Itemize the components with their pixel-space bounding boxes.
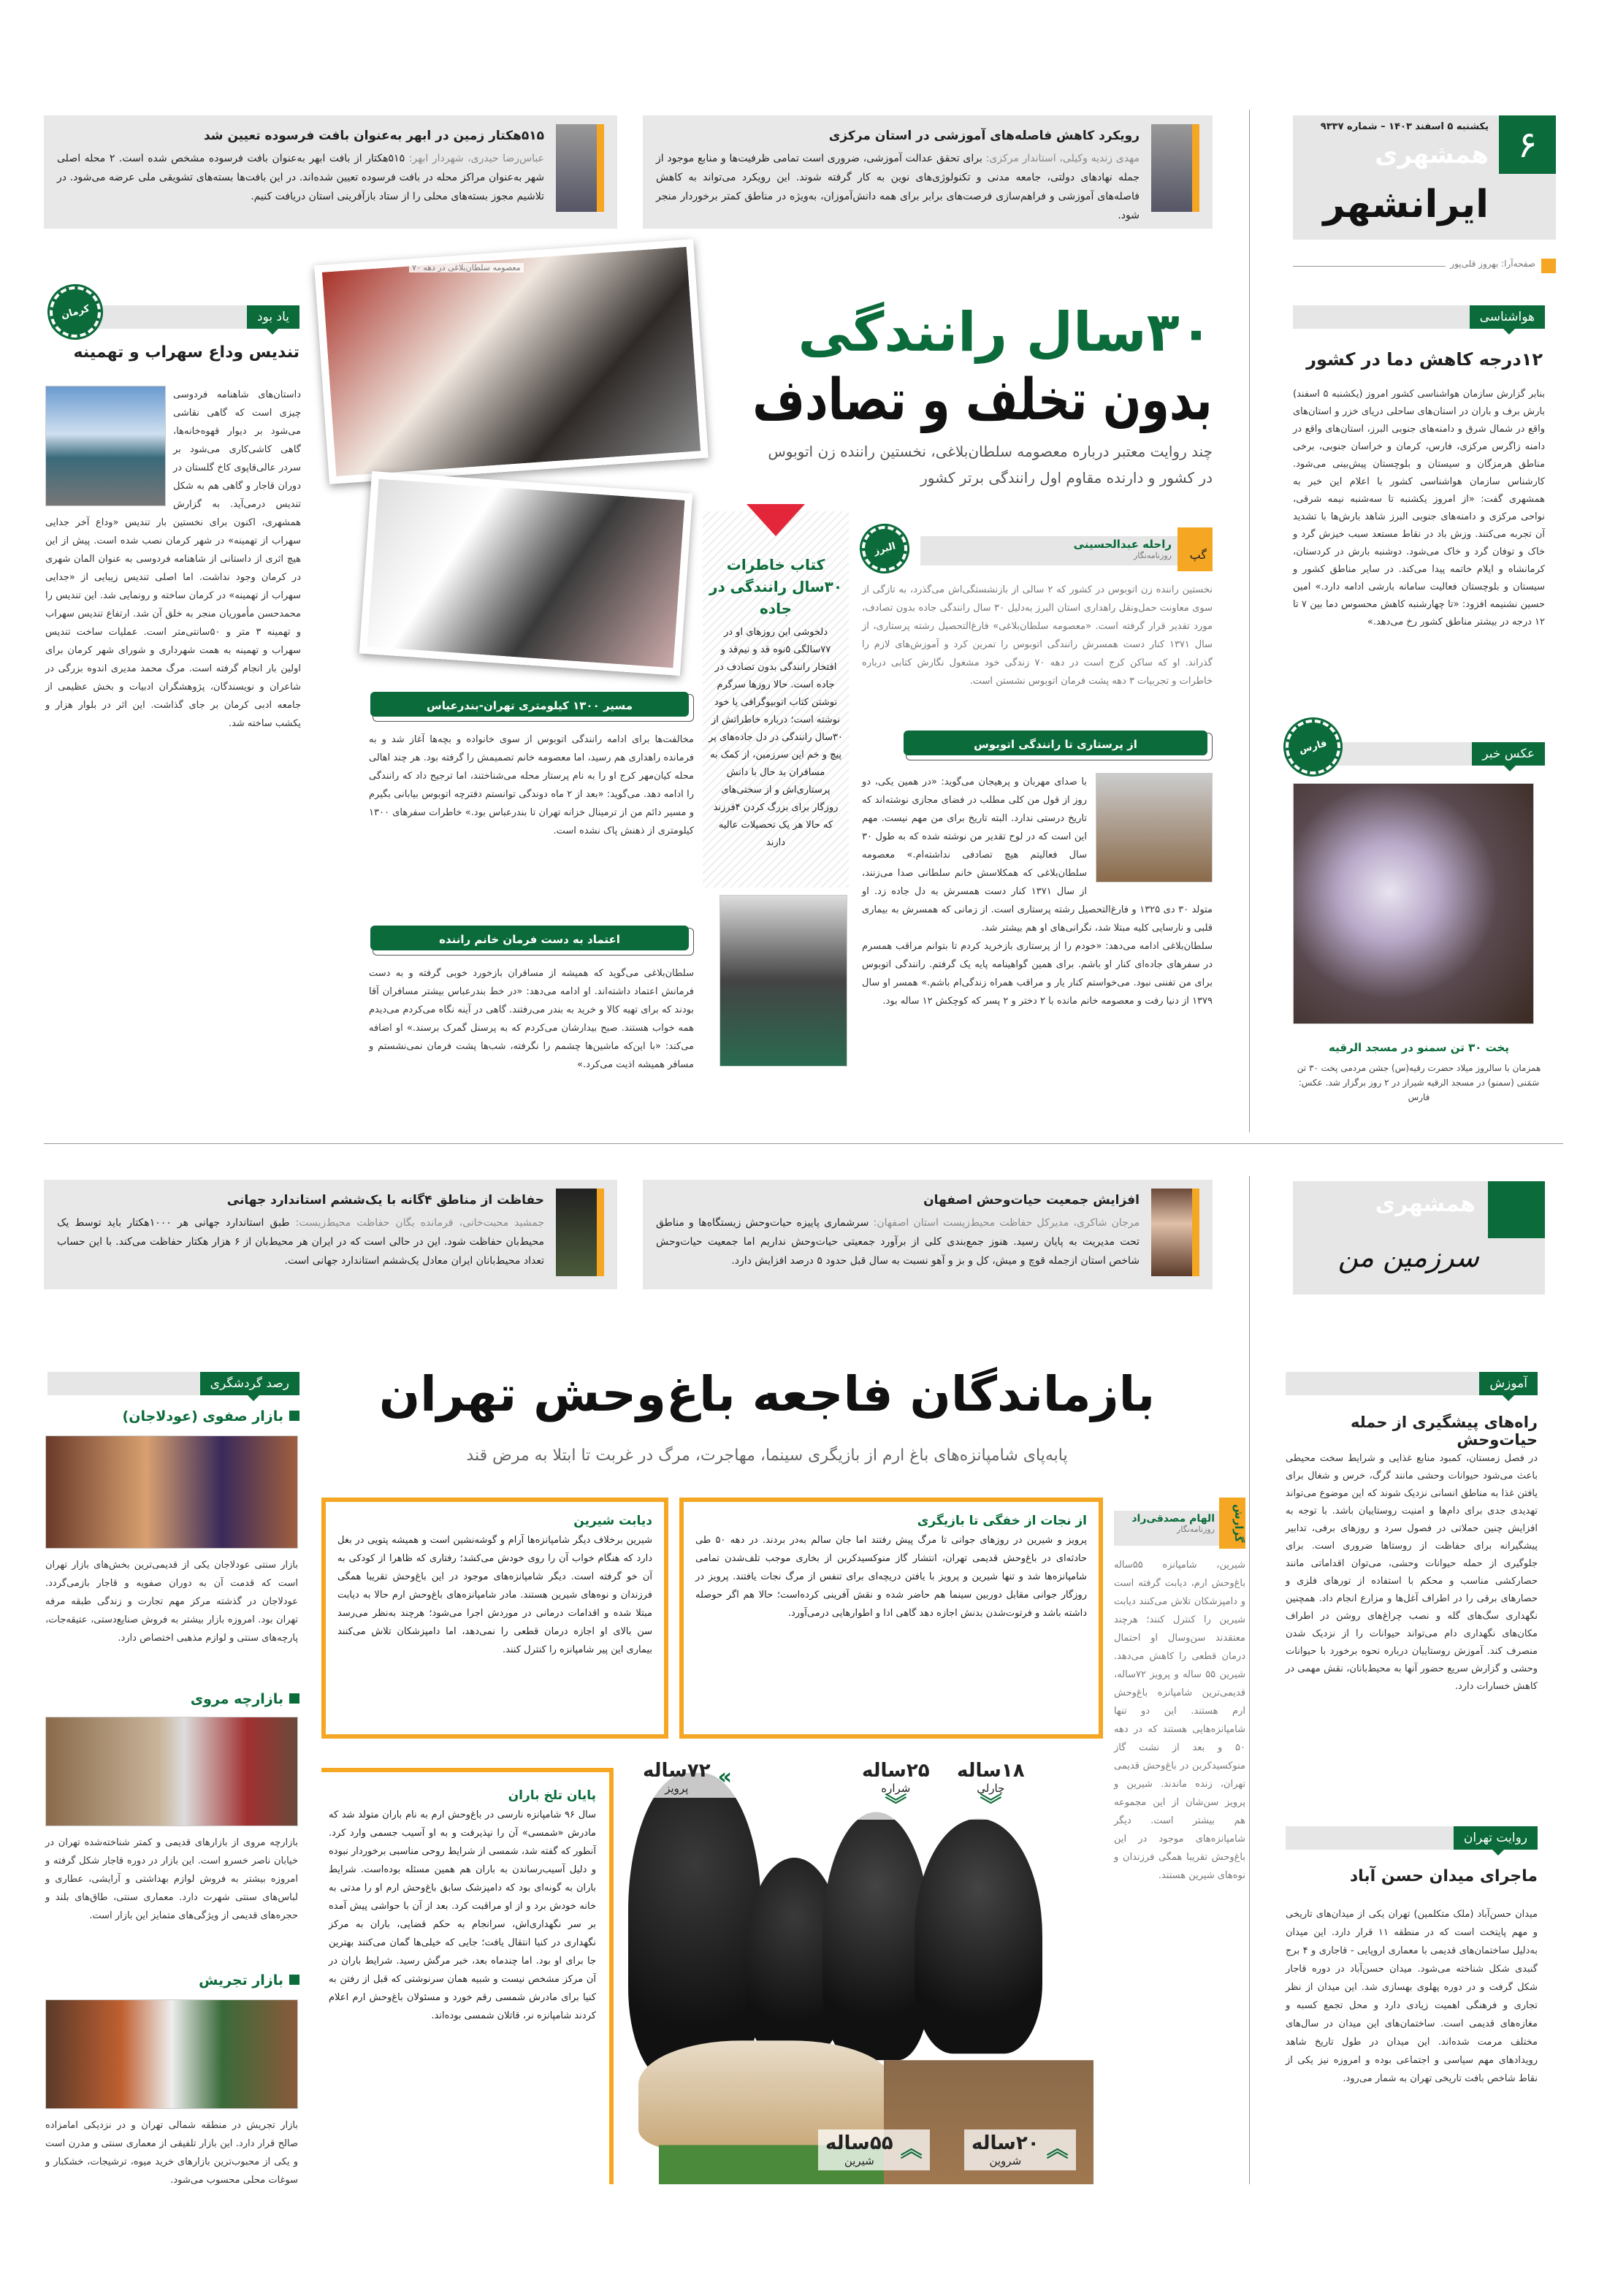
zoo-byline: گزارش الهام مصدقی‌راد روزنامه‌نگار: [1114, 1498, 1245, 1549]
byline: گپ راحله عبدالحسینی روزنامه‌نگار البرز: [862, 527, 1213, 571]
book-box: کتاب خاطرات ۳۰سال رانندگی در جاده دلخوشی این روزهای او در ۷۷سالگی ۵نوه قد و نیم‌قد و افتخار رانندگی بدون تصادف در جاده است. حالا روزها سرگرم نوشتن کتاب اتوبیوگرافی یا خود نوشته است؛ درباره خاطراتش از ۳۰سال رانندگی در دل جاده‌های پر پیچ و خم این سرزمین، از کمک به مسافران بد حال با دانش پرستاری‌اش و از سختی‌های روزگار برای بزرگ کردن ۴فرزند که حالا هر یک تحصیلات عالیه دارند: [703, 511, 849, 888]
age-label-shervin: ︽ ۲۰ساله شروین: [964, 2129, 1076, 2170]
education-section-bar: آموزش: [1286, 1372, 1538, 1395]
quote-text: مهدی زندیه وکیلی، استاندار مرکزی: برای تحقق عدالت آموزشی، ضروری است تمامی ظرفیت‌ها و منابع موجود از جمله نهادهای دولتی، جامعه مدنی و تکنولوژی‌های نوین به کار گرفته شوند. این رویکرد می‌تواند به کاهش فاصله‌های آموزشی و فراهم‌سازی فرصت‌های برابر برای همه دانش‌آموزان، به‌ویژه در مناطق کمتر برخوردار منجر شود.: [656, 153, 1140, 221]
dotted-arrow-icon: [747, 504, 805, 536]
photo-news-section-bar: عکس خبر: [1293, 742, 1545, 766]
bus-driver-photo: [314, 239, 709, 484]
half-divider: [44, 1143, 1563, 1144]
memorial-headline: تندیس وداع سهراب و تهمینه: [73, 343, 299, 362]
chevron-up-icon: ︽: [1046, 2137, 1069, 2162]
quote-box: [643, 1180, 1213, 1289]
chevron-down-icon: ︾: [885, 1793, 907, 1818]
chevron-right-icon: »: [717, 1764, 733, 1790]
weather-body: بنابر گزارش سازمان هواشناسی کشور امروز (یکشنبه ۵ اسفند) بارش برف و باران در استان‌های ساحلی دریای خزر و استان‌های واقع در شمال شرق و دامنه‌های جنوبی البرز، استان‌های واقع در دامنه زاگرس مرکزی، فارس، کرمان و خراسان جنوبی، برخی مناطق هرمزگان و سیستان و بلوچستان پیش‌بینی می‌شود. کارشناس سازمان هواشناسی کشور با اعلام این خبر به همشهری گفت: «از امروز یکشنبه تا سه‌شنبه نیمه شرقی، نواحی مرکزی و دامنه‌های جنوبی البرز شاهد بارش‌ها با تشدید آن تجربه می‌کنند. وزش باد در نقاط مستعد سبب خیزش گرد و خاک و توفان گرد و خاک می‌شود. دوشنبه بارش در کردستان، کرمانشاه و ایلام خاتمه پیدا می‌کند. در سایر مناطق کشور و سیستان و بلوچستان فعالیت سامانه بارشی ادامه دارد.» امین حسین نشنیمه افزود: «تا چهارشنبه کاهش محسوس دما بین ۷ تا ۱۲ درجه در بیشتر مناطق کشور رخ می‌دهد.»: [1293, 389, 1545, 628]
weather-headline: ۱۲درجه کاهش دما در کشور: [1306, 349, 1543, 370]
bazaar-title: بازارچه مروی: [191, 1691, 299, 1707]
subhead-route: مسیر ۱۳۰۰ کیلومتری تهران-بندرعباس: [373, 694, 694, 722]
bazaar-title: بازار تجریش: [199, 1972, 299, 1988]
story-body-wrap: [862, 773, 1213, 1010]
chevron-up-icon: ︽: [900, 2137, 923, 2162]
quote-title: حفاظت از مناطق ۴گانه با یک‌ششم استاندارد جهانی: [226, 1193, 544, 1208]
bazaar-photo: [45, 1999, 298, 2109]
speaker-photo: [1151, 1189, 1199, 1276]
age-label-sharareh: ۲۵ساله شراره ︾: [855, 1757, 937, 1820]
issue-date: یکشنبه ۵ اسفند ۱۴۰۳ – شماره ۹۳۳۷: [1320, 121, 1489, 132]
memorial-wrap: [45, 386, 301, 733]
story-body-1: با صدای مهربان و پرهیجان می‌گوید: «در همین یکی، دو روز از قول من کلی مطلب در فضای مجازی نوشته‌اند که تاریخ درستی ندارد. البته تاریخ برای من مهم نیست. مهم این است که در لوح تقدیر من نوشته شده که به طول ۳۰ سال فعالیتم هیچ تصادفی نداشته‌ام.» معصومه سلطان‌بلاغی که همکلاسش خانم سلطانی صدا می‌زنند، از سال ۱۳۷۱ کنار دست همسرش به دل جاده زد. او متولد ۳۰ دی ۱۳۲۵ و فارغ‌التحصیل رشته پرستاری است. از زمانی که همسرش به بیماری قلبی و نارسایی کلیه مبتلا شد، نگرانی‌های او هم بیشتر شد.: [862, 777, 1213, 934]
box-baran-ending: پایان تلخ باران سال ۹۶ شامپانزه نارسی در باغ‌وحش ارم به نام باران متولد شد که مادرش «شمسی» آن را نپذیرفت و به او آسیب جسمی وارد کرد. آنطور که گفته شد، شمسی از شرایط روحی مناسبی برخوردار نبوده و دلیل آسیب‌رساندن به باران هم همین مسئله بوده‌است. شرایط باران به گونه‌ای بود که دامپزشک سابق باغ‌وحش ارم او را مدتی به خانه خودش برد و از او مراقبت کرد. بعد از آن با حواشی پیش آمده بر سر نگهداری‌اش، سرانجام به حکم قضایی، باران به مرکز نگهداری در کنیا انتقال یافت؛ جایی که خیلی‌ها گمان می‌کنند بهترین جا برای او بود. اما چندماه بعد، خبر مرگش رسید. شرایط باران در آن مرکز مشخص نیست و شبیه همان سرنوشتی که قبل از رفتن به کنیا برای مادرش شمسی رقم خورد و مسئولان باغ‌وحش ارم اعلام کردند شامپانزه نر، قاتلان شمسی بوده‌اند.: [321, 1768, 614, 2184]
designer-credit: صفحه‌آرا: بهروز قلی‌پور: [1293, 257, 1556, 273]
column-divider: [1249, 110, 1250, 1132]
weather-section-bar: هواشناسی: [1293, 305, 1545, 329]
quote-title: افزایش جمعیت حیات‌وحش اصفهان: [923, 1193, 1140, 1208]
bazaar-text: بازار تجریش در منطقه شمالی تهران و در نزدیکی امامزاده صالح قرار دارد. این بازار تلفیقی از معماری سنتی و مدرن است و یکی از محبوب‌ترین بازارهای خرید میوه، ترشیجات، خشکبار و سوغات محلی محسوب می‌شود.: [45, 2120, 298, 2186]
quote-box: [643, 115, 1213, 229]
quote-text: عباس‌رضا حیدری، شهردار ابهر: ۵۱۵هکتار از بافت ابهر به‌عنوان بافت فرسوده مشخص شده است. ۲ محله اصلی شهر به‌عنوان مراکز محله در بافت فرسوده تعیین شده‌اند. در این بافت‌ها بسته‌های تشویقی ملی عرضه می‌شود. در تلاشیم مجوز بسته‌های محلی را از ستاد بازآفرینی استان دریافت کنیم.: [57, 153, 544, 202]
tehran-body: میدان حسن‌آباد (ملک متکلمین) تهران یکی از میدان‌های تاریخی و مهم پایتخت است که در منطقه ۱۱ قرار دارد. این میدان به‌دلیل ساختمان‌های قدیمی با معماری اروپایی - قاجاری و ۴ برج گنبدی شکل شناخته می‌شود. میدان حسن‌آباد در دوره قاجار شکل گرفت و در دوره پهلوی بهسازی شد. این میدان از نظر تجاری و فرهنگی اهمیت زیادی دارد و محل تجمع کسبه و مغازه‌های قدیمی است. ساختمان‌های این میدان در سال‌های مختلف مرمت شده‌اند. این میدان در طول تاریخ شاهد رویدادهای مهم سیاسی و اجتماعی بوده و امروزه نیز یکی از نقاط شاخص بافت تاریخی تهران به شمار می‌رود.: [1286, 1909, 1538, 2084]
story-intro: نخستین راننده زن اتوبوس در کشور که ۲ سالی از بازنشستگی‌اش می‌گذرد، به تازگی از سوی معاونت حمل‌ونقل راهداری استان البرز به‌دلیل ۳۰ سال رانندگی جاده بدون تصادف، مورد تقدیر قرار گرفته است. «معصومه سلطان‌بلاغی» فارغ‌التحصیل رشته پرستاری، از سال ۱۳۷۱ کنار دست همسرش رانندگی اتوبوس را تمرین کرد و آموزش‌های لازم را گذراند. او که ساکن کرج است در دهه ۷۰ زندگی خود مشغول نگارش کتابی درباره خاطرات و تجربیات ۳ دهه پشت فرمان اتوبوس نشستن است.: [862, 584, 1213, 687]
story-body-4: سلطان‌بلاغی می‌گوید که همیشه از مسافران بازخورد خوبی گرفته و به دست فرمانش اعتماد داشته‌اند. او ادامه می‌دهد: «در خط بندرعباس بیشتر مسافران آقا بودند که برای تهیه کالا و خرید به بندر می‌رفتند. گاهی در آینه نگاه می‌کردم می‌دیدم همه خواب هستند. صبح بیدارشان می‌کردم که به پرسنل گمرک برسند.» او اضافه می‌کند: «با این‌که ماشین‌ها چشمم را نگرفته، شب‌ها پشت فرمان نمی‌نشستم و مسافر همیشه اذیت می‌کرد.»: [369, 968, 694, 1070]
education-headline: راه‌های پیشگیری از حمله حیات‌وحش: [1350, 1414, 1538, 1449]
quote-box: [44, 115, 617, 229]
chevron-down-icon: ︾: [980, 1793, 1002, 1818]
story-body-3: مخالفت‌ها برای ادامه رانندگی اتوبوس از سوی خانواده و بچه‌ها آغاز شد و به فرمانده راهداری هم رسید، اما معصومه خانم تصمیمش را گرفته بود. هر چند اهالی محله کیان‌مهر کرج او را به نام پرستار محله می‌شناختند، اما ترجیح داد که رانندگی را ادامه دهد. می‌گوید: «بعد از ۲ ماه دوندگی توانستم دفترچه اتوبوس بیابانی بگیرم و مسیر دائم من از ترمینال خزانه تهران تا بندرعباس بود.» خاطرات سفرهای ۱۳۰۰ کیلومتری از ذهنش پاک نشده است.: [369, 734, 694, 836]
section-title: ایرانشهر: [1323, 183, 1489, 226]
quote-text: مرجان شاکری، مدیرکل حفاظت محیط‌زیست استان اصفهان: سرشماری پاییزه حیات‌وحش زیستگاه‌ها و مناطق تحت مدیریت به پایان رسید. هنوز جمع‌بندی کلی از برآورد جمعیتی حیات‌وحش نداریم اما جمعیت حیات‌وحش شاخص استان ازجمله قوچ و میش، کل و بز و آهو نسبت به سال قبل حدود ۵ درصد افزایش دارد.: [656, 1217, 1140, 1267]
page-number: ۶: [1499, 115, 1556, 174]
quote-title: رویکرد کاهش فاصله‌های آموزشی در استان مرکزی: [828, 129, 1140, 143]
bazaar-text: بازار سنتی عودلاجان یکی از قدیمی‌ترین بخش‌های بازار تهران است که قدمت آن به دوران صفویه و قاجار بازمی‌گردد. عودلاجان در گذشته مرکز مهم تجارت و زندگی طبقه مرفه تهران بود. امروزه بازار بیشتر به فروش صنایع‌دستی، عتیقه‌جات، پارچه‌های سنتی و لوازم مذهبی اختصاص دارد.: [45, 1560, 298, 1644]
photo-news-caption: همزمان با سالروز میلاد حضرت رقیه(س) جشن مردمی پخت ۳۰ تن سَمَنی (سمنو) در مسجد الرقیه شیراز در ۲ روز برگزار شد. عکس: فارس: [1297, 1063, 1541, 1102]
education-body: در فصل زمستان، کمبود منابع غذایی و شرایط سخت محیطی باعث می‌شود حیوانات وحشی مانند گرگ، خرس و شغال برای یافتن غذا به مناطق انسانی نزدیک شوند که این موضوع می‌تواند تهدیدی جدی برای دام‌ها و امنیت روستاییان باشد. با توجه به افزایش چنین حملاتی در فصول سرد و روزهای برفی، تدابیر پیشگیرانه برای حفاظت از روستاها ضروری است. برای جلوگیری از حمله حیوانات وحشی، می‌توان اقداماتی مانند حصارکشی مناسب و محکم با استفاده از تورهای فلزی و حصارهای برقی را در اطراف آغل‌ها و مزارع انجام داد. همچنین نگهداری سگ‌های گله و نصب چراغ‌های روشن در اطراف مکان‌های نگهداری دام می‌تواند حیوانات را از نزدیک شدن منصرف کند. آموزش روستاییان درباره نحوه برخورد با حیوانات وحشی و گزارش سریع حضور آنها به محیط‌بانان، نقش مهمی در کاهش خسارات دارد.: [1286, 1453, 1538, 1692]
samanu-cooking-photo: [1293, 783, 1534, 1024]
bazaar-title: بازار صفوی (عودلاجان): [123, 1408, 299, 1424]
subhead-trust: اعتماد به دست فرمان خانم راننده: [373, 928, 694, 956]
quote-text: جمشید محبت‌خانی، فرمانده یگان حفاظت محیط‌زیست: طبق استاندارد جهانی هر ۱۰۰۰هکتار باید توسط یک محیط‌بان حفاظت شود. این در حالی است که در ایران هر محیط‌بان از ۶ هزار هکتار حفاظت می‌کند. با این حساب تعداد محیط‌بانان ایران معادل یک‌ششم استاندارد جهانی است.: [57, 1217, 544, 1267]
tehran-section-bar: روایت تهران: [1286, 1826, 1538, 1850]
quote-title: ۵۱۵هکتار زمین در ابهر به‌عنوان بافت فرسوده تعیین شد: [203, 129, 544, 143]
driver-with-plaque-photo: [719, 895, 847, 1067]
box-rescue-to-acting: از نجات از خفگی تا بازیگری پرویز و شیرین در روزهای جوانی تا مرگ پیش رفتند اما جان سالم به‌در بردند. در دهه ۵۰ طی حادثه‌ای در باغ‌وحش قدیمی تهران، انتشار گاز منوکسیدکربن از بخاری موجب تلف‌شدن تمامی شامپانزه‌ها شد و تنها شیرین و پرویز با یافتن دریچه‌ای برای تنفس از مرگ نجات یافتند. پرویز در روزگار جوانی مقابل دوربین سینما هم حاضر شده و نقش آفرینی کرده‌است؛ حالا هم اگر حوصله داشته باشد و فرتوت‌شدن بدنش اجازه دهد گاهی ادا و اطوارهایی درمی‌آورد.: [679, 1498, 1103, 1739]
stamp-kerman: کرمان: [44, 281, 107, 343]
speaker-photo: [1151, 124, 1199, 212]
zoo-headline: بازماندگان فاجعه باغ‌وحش تهران: [378, 1366, 1156, 1422]
bazaar-photo: [45, 1435, 298, 1549]
driver-portrait: [1096, 773, 1213, 882]
quote-box: [44, 1180, 617, 1289]
age-label-shirin: ︽ ۵۵ساله شیرین: [818, 2129, 930, 2170]
age-label-charlie: ۱۸ساله چارلی ︾: [950, 1757, 1032, 1820]
stamp-fars: فارس: [1280, 714, 1347, 781]
sarzamin-man-logo: همشهری سرزمین من: [1293, 1181, 1545, 1294]
main-headline-line2: بدون تخلف و تصادف: [752, 367, 1213, 433]
main-headline-line1: ۳۰سال رانندگی: [798, 301, 1213, 364]
tourism-section-bar: رصد گردشگری: [47, 1372, 299, 1395]
bazaar-photo: [45, 1717, 298, 1826]
award-ceremony-photo: [359, 471, 692, 676]
memorial-section-bar: یاد بود: [51, 305, 299, 329]
stamp-alborz: البرز: [857, 521, 912, 576]
speaker-photo: [556, 124, 604, 212]
tehran-headline: ماجرای میدان حسن آباد: [1349, 1867, 1538, 1885]
memorial-body: داستان‌های شاهنامه فردوسی چیزی است که گاهی نقاشی می‌شود بر دیوار قهوه‌خانه‌ها، گاهی کاشی‌کاری می‌شود بر سردر عالی‌قاپوی کاخ گلستان در دوران قاجار و گاهی هم به شکل تندیس درمی‌آید. به گزارش همشهری، اکنون برای نخستین بار تندیس «وداع آخر جدایی سهراب از تهمینه» در شهر کرمان نصب شده است. پیش از این هیچ اثری از داستانی از شاهنامه فردوسی به عنوان المان شهری در کرمان وجود نداشت. اما اصلی تندیس زیبایی از «جدایی سهراب از تهمینه» در کرمان ساخته و رونمایی شد. این تندیس را محمدحسن مأموریان منجر به خلق آن شد. ارتفاع تندیس سهراب و تهمینه ۳ متر و ۵۰سانتی‌متر است. عملیات ساخت تندیس سهراب و تهمینه به همت شهرداری و شورای شهر کرمان برای اولین بار انجام گرفته است. مرگ محمد مدیری اندوه بزرگی در شاعران و نویسندگان، پژوهشگران ادبیات و بخش عظیمی از جامعه ادبی کرمان بر جای گذاشت. این اثر در بلوار هزار و یکشب ساخته شد.: [45, 389, 301, 729]
masthead: [1293, 115, 1556, 240]
box-shirin-diabetes: دیابت شیرین شیرین برخلاف دیگر شامپانزه‌ها آرام و گوشه‌نشین است و همیشه پتویی در بغل دارد که هنگام خواب آن را روی خودش می‌کشد؛ رفتاری که ظاهرا از کودکی به آن خو گرفته است. دیگر شامپانزه‌های موجود در این باغ‌وحش تقریبا همگی فرزندان و نوه‌های شیرین هستند. مادر شامپانزه‌های باغ‌وحش ارم حالا به دیابت مبتلا شده و اقدامات درمانی در موردش اجرا می‌شود؛ هرچند به‌نظر می‌رسد سن بالای او اجازه درمان قطعی را نمی‌دهد، اما دامپزشکان تلاش می‌کنند بیماری این پیر شامپانزه را کنترل کنند.: [321, 1498, 668, 1739]
photo-news-title: پخت ۳۰ تن سمنو در مسجد الرقیه: [1329, 1041, 1509, 1054]
zoo-intro: شیرین، شامپانزه ۵۵ساله باغ‌وحش ارم، دیابت گرفته است و دامپزشکان تلاش می‌کنند دیابت شیرین را کنترل کنند؛ هرچند معتقدند سن‌وسال او احتمال درمان قطعی را کاهش می‌دهد. شیرین ۵۵ ساله و پرویز ۷۲ساله، قدیمی‌ترین شامپانزه باغ‌وحش ارم هستند. این دو تنها شامپانزه‌هایی هستند که در دهه ۵۰ و بعد از نشت گاز منوکسیدکربن در باغ‌وحش قدیمی تهران، زنده ماندند. شیرین و پرویز سن‌شان از این مجموعه هم بیشتر است. دیگر شامپانزه‌های موجود در این باغ‌وحش تقریبا همگی فرزندان و نوه‌های شیرین هستند.: [1114, 1560, 1246, 1881]
story-body-2: سلطان‌بلاغی ادامه می‌دهد: «خودم را از پرستاری بازخرید کردم تا بتوانم مراقب همسرم در سفرهای جاده‌ای کنار او باشم. برای همین گواهینامه پایه یک گرفتم. رانندگی اتوبوس برای من تفننی نبود. می‌خواستم کنار یار و مراقب همراه زندگی‌ام باشم.» همسر او سال ۱۳۷۹ از دنیا رفت و معصومه خانم مانده با ۲ دختر و ۲ پسر که کوچکش ۱۲ ساله بود.: [862, 941, 1213, 1007]
subhead-nursing: از پرستاری تا رانندگی اتوبوس: [906, 733, 1213, 760]
zoo-subtitle: پابه‌پای شامپانزه‌های باغ ارم از بازیگری سینما، مهاجرت، مرگ در غربت تا ابتلا به مرض قند: [466, 1446, 1068, 1465]
age-label-parviz: » ۷۲ساله پرویز: [635, 1757, 739, 1798]
bazaar-text: بازارچه مروی از بازارهای قدیمی و کمتر شناخته‌شده تهران در خیابان ناصر خسرو است. این بازار در دوره قاجار شکل گرفته و امروزه بیشتر به فروش لوازم بهداشتی و آرایشی، عطاری و لباس‌های سنتی شهرت دارد. معماری سنتی، طاق‌های بلند و حجره‌های قدیمی از ویژگی‌های متمایز این بازار است.: [45, 1837, 298, 1921]
column-divider: [1249, 1176, 1250, 2184]
paper-logo: همشهری: [1375, 140, 1489, 169]
main-subtitle: چند روایت معتبر درباره معصومه سلطان‌بلاغی، نخستین راننده زن اتوبوس در کشور و دارنده مقاوم اول رانندگی برتر کشور: [768, 443, 1213, 487]
statue-photo: [45, 386, 166, 506]
speaker-photo: [556, 1189, 604, 1276]
photo-caption: معصومه سلطان‌بلاغی در دهه ۷۰: [409, 263, 524, 272]
